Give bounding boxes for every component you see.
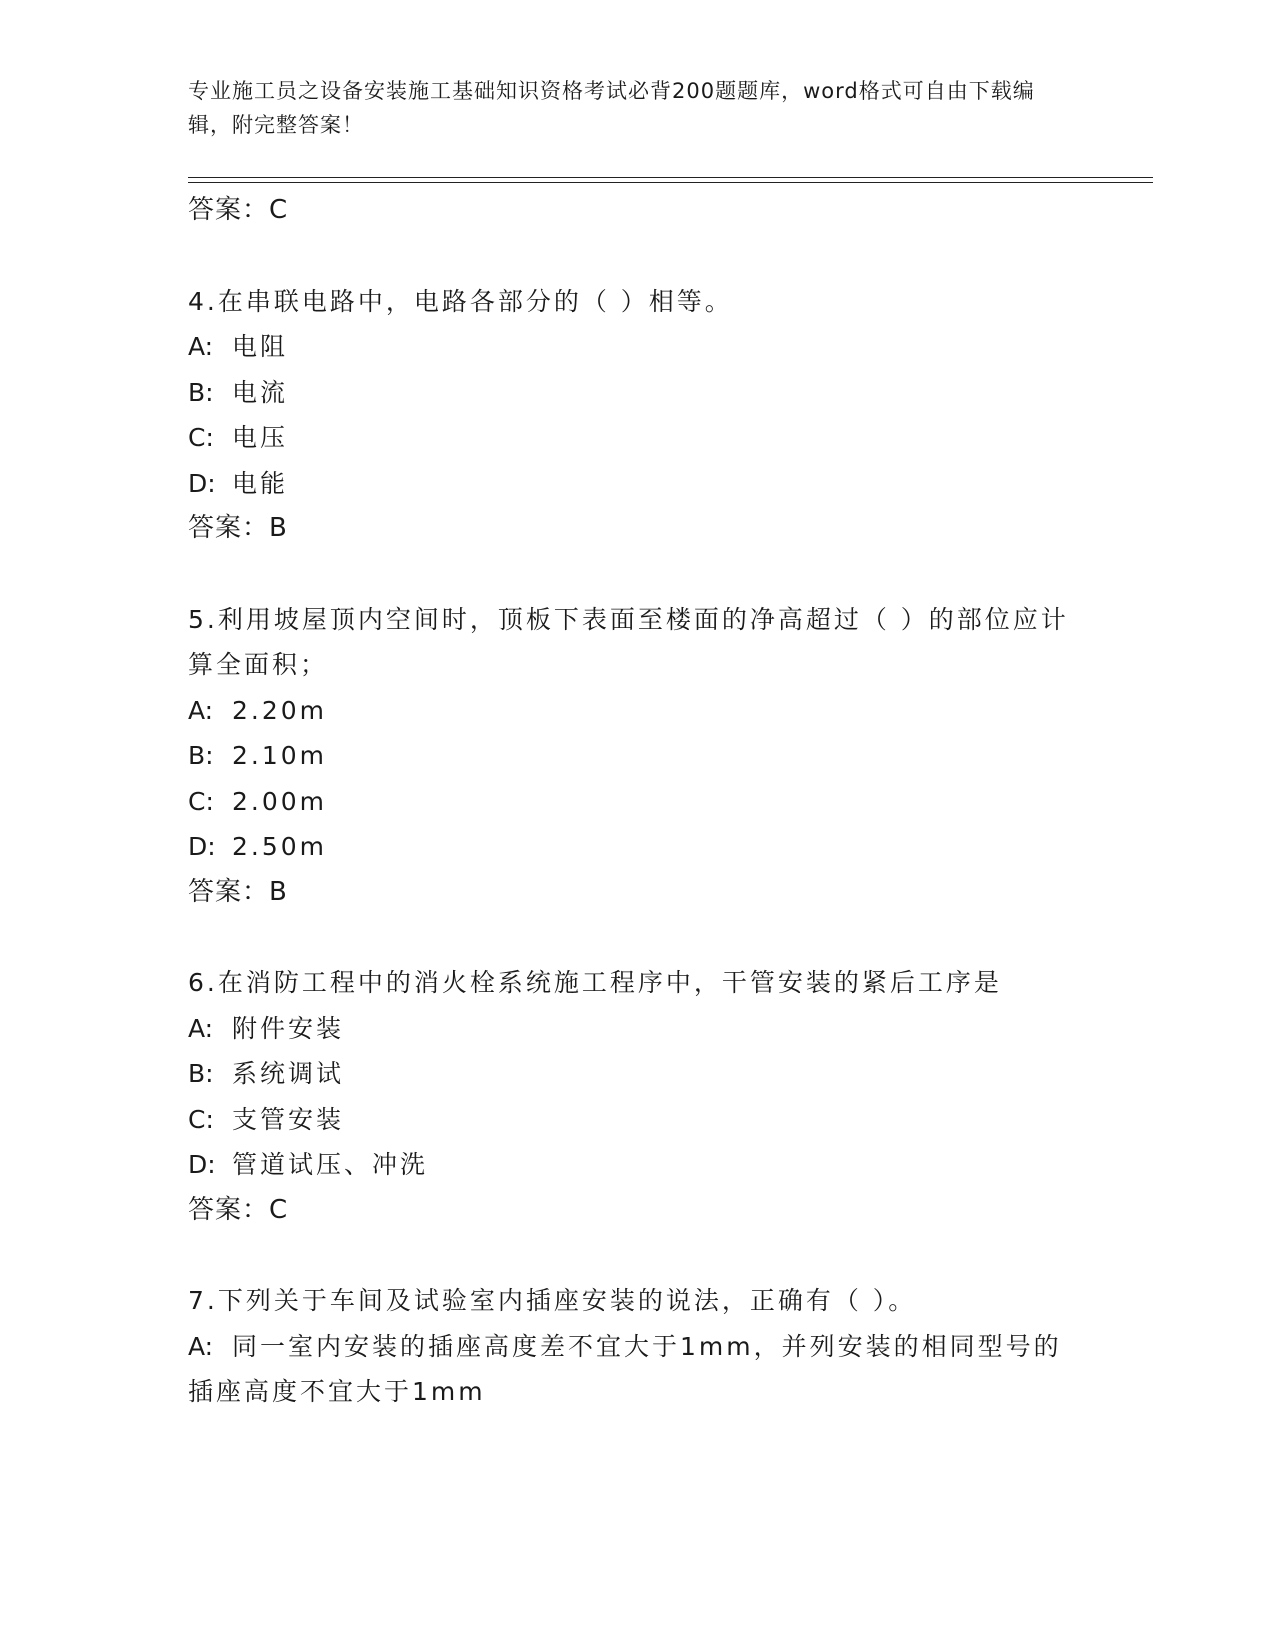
option-text: 电流: [232, 377, 289, 407]
option-text: 管道试压、冲洗: [232, 1150, 429, 1179]
question-5-option-d: [188, 824, 1088, 870]
question-5-option-a: [188, 688, 1088, 734]
question-5-option-c: [188, 779, 1088, 825]
question-4-stem: 4.在串联电路中，电路各部分的（ ）相等。: [188, 286, 733, 316]
question-4-option-b: [188, 370, 1088, 416]
question-list: [188, 188, 1088, 1415]
option-letter: C:: [188, 1104, 214, 1134]
document-header: 专业施工员之设备安装施工基础知识资格考试必背200题题库，word格式可自由下载编辑，附完整答案！: [188, 79, 1035, 137]
option-text: 同一室内安装的插座高度差不宜大于1mm，并列安装的相同型号的插座高度不宜大于1mm: [188, 1331, 1062, 1406]
answer-q4: 答案：B: [188, 513, 288, 543]
question-5-stem: 5.利用坡屋顶内空间时，顶板下表面至楼面的净高超过（ ）的部位应计算全面积；: [188, 604, 1069, 679]
option-letter: D:: [188, 1150, 216, 1179]
option-text: 2.50m: [232, 832, 328, 861]
question-4-option-c: [188, 415, 1088, 461]
question-6-option-c: [188, 1097, 1088, 1143]
option-text: 电压: [232, 423, 289, 452]
answer-q3: 答案：C: [188, 195, 289, 225]
question-7-stem: 7.下列关于车间及试验室内插座安装的说法，正确有（ ）。: [188, 1286, 917, 1315]
question-7-option-a: [188, 1324, 1088, 1415]
option-letter: B:: [188, 741, 214, 770]
option-letter: B:: [188, 377, 214, 407]
option-letter: D:: [188, 468, 216, 498]
option-text: 2.20m: [232, 695, 328, 725]
option-letter: B:: [188, 1059, 214, 1088]
question-4-option-a: [188, 324, 1088, 370]
answer-q5: 答案：B: [188, 876, 288, 907]
option-text: 电阻: [232, 332, 289, 361]
option-letter: D:: [188, 832, 216, 861]
option-letter: C:: [188, 786, 214, 816]
option-letter: A:: [188, 695, 214, 725]
question-4-option-d: [188, 461, 1088, 507]
option-text: 系统调试: [232, 1059, 345, 1088]
question-6-stem: 6.在消防工程中的消火栓系统施工程序中，干管安装的紧后工序是: [188, 968, 1002, 997]
option-letter: A:: [188, 332, 214, 361]
option-letter: C:: [188, 423, 214, 452]
question-6-option-b: [188, 1051, 1088, 1097]
header-rule-top: [188, 177, 1153, 178]
question-6-option-d: [188, 1142, 1088, 1188]
option-text: 2.00m: [232, 786, 328, 816]
option-text: 电能: [232, 468, 289, 498]
question-5-option-b: [188, 733, 1088, 779]
option-letter: A:: [188, 1331, 214, 1361]
option-text: 支管安装: [232, 1104, 345, 1134]
option-letter: A:: [188, 1013, 214, 1043]
question-6-option-a: [188, 1006, 1088, 1052]
header-rule-bottom: [188, 182, 1153, 183]
option-text: 附件安装: [232, 1013, 345, 1043]
option-text: 2.10m: [232, 741, 328, 770]
answer-q6: 答案：C: [188, 1194, 289, 1225]
